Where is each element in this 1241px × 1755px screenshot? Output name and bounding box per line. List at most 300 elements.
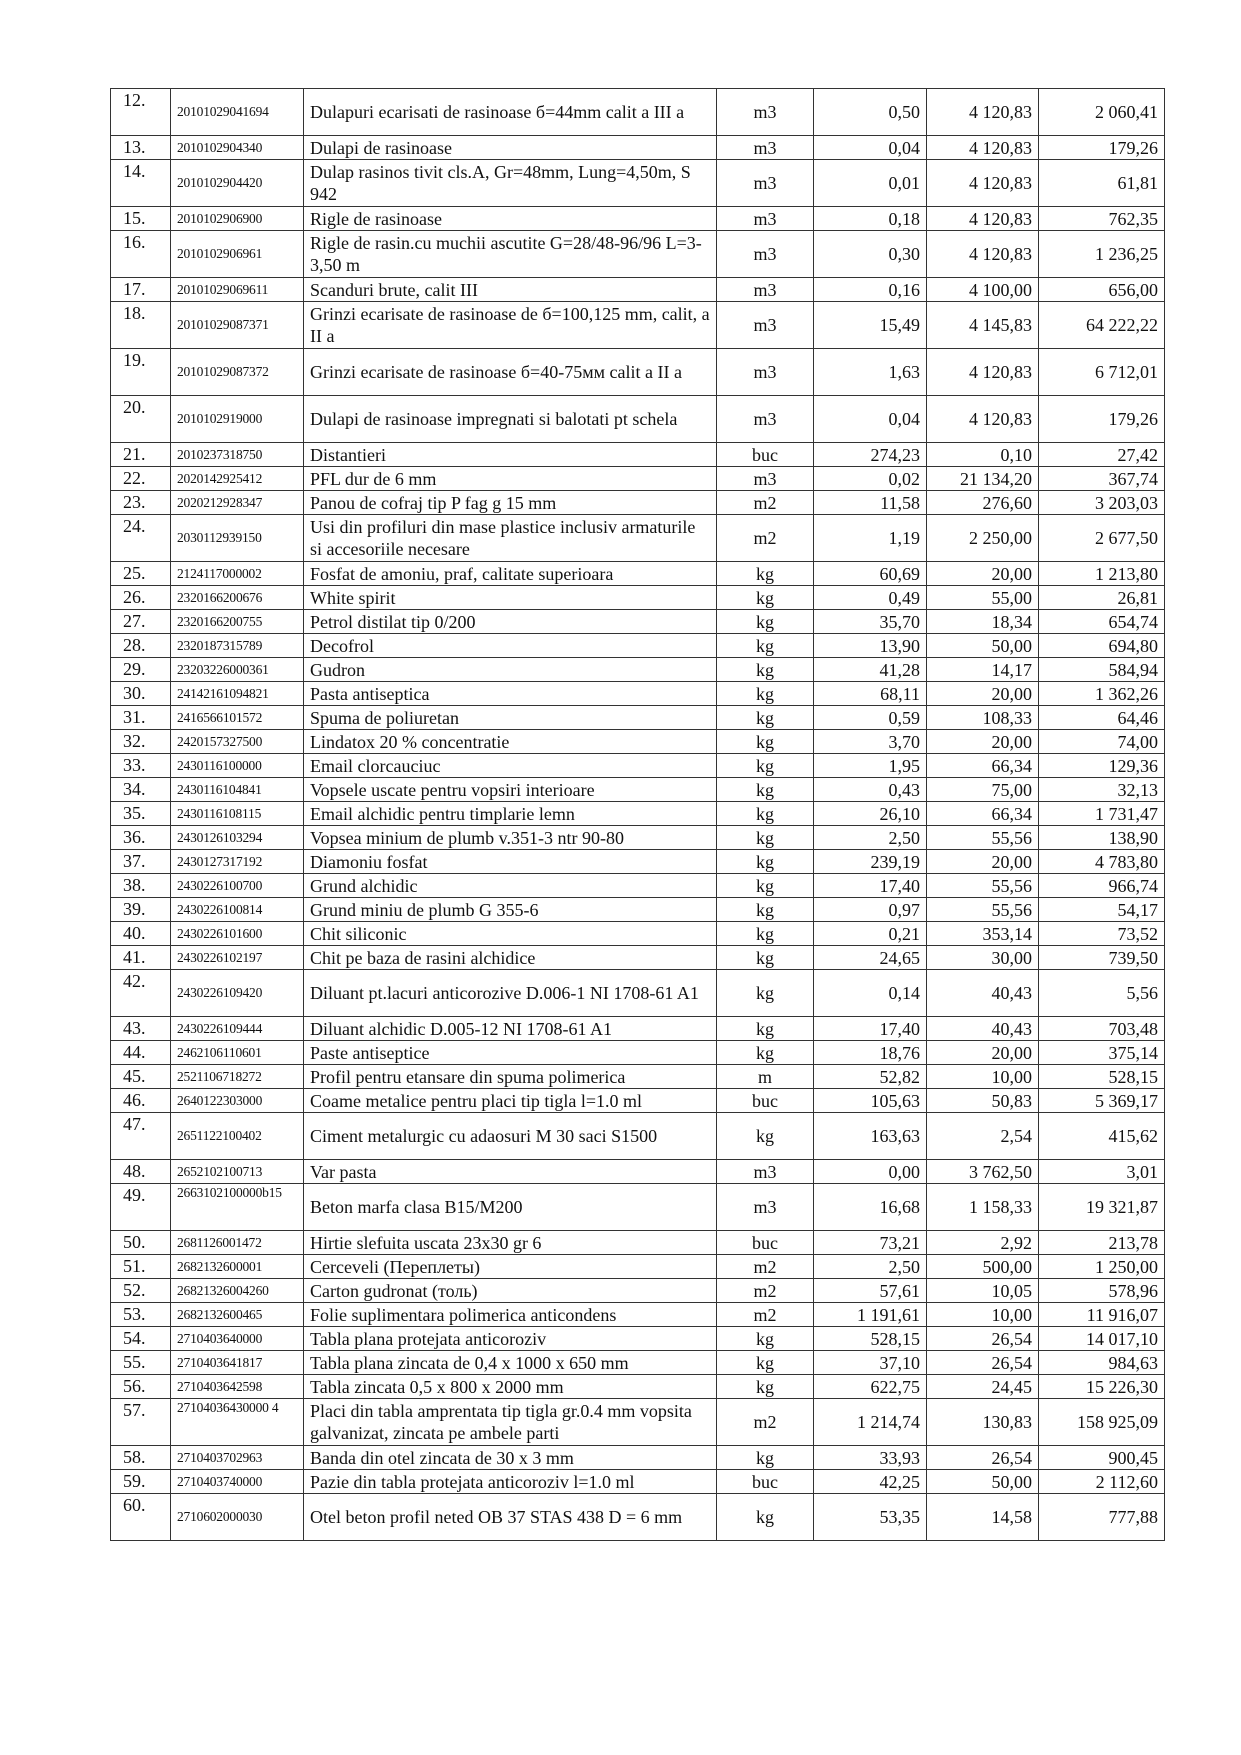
table-row (111, 443, 1165, 467)
unit-of-measure: kg (717, 634, 814, 658)
material-description: Email alchidic pentru timplarie lemn (304, 802, 717, 826)
unit-price: 24,45 (927, 1375, 1039, 1399)
table-row (111, 1160, 1165, 1184)
unit-price: 55,00 (927, 586, 1039, 610)
material-description: Dulap rasinos tivit cls.A, Gr=48mm, Lung=4,50m, S 942 (304, 160, 717, 207)
row-number: 30. (111, 682, 171, 706)
total-value: 26,81 (1039, 586, 1165, 610)
total-value: 739,50 (1039, 946, 1165, 970)
table-row (111, 730, 1165, 754)
row-number: 45. (111, 1065, 171, 1089)
total-value: 2 677,50 (1039, 515, 1165, 562)
unit-of-measure: m3 (717, 136, 814, 160)
material-code: 2020142925412 (171, 467, 304, 491)
material-code: 2320166200755 (171, 610, 304, 634)
table-row (111, 207, 1165, 231)
total-value: 3 203,03 (1039, 491, 1165, 515)
table-row (111, 136, 1165, 160)
material-description: Placi din tabla amprentata tip tigla gr.0.4 mm vopsita galvanizat, zincata pe ambele parti (304, 1399, 717, 1446)
row-number: 15. (111, 207, 171, 231)
row-number: 27. (111, 610, 171, 634)
row-number: 21. (111, 443, 171, 467)
table-row (111, 586, 1165, 610)
material-code: 2681126001472 (171, 1231, 304, 1255)
quantity: 35,70 (814, 610, 927, 634)
row-number: 23. (111, 491, 171, 515)
material-description: Dulapi de rasinoase (304, 136, 717, 160)
material-code: 2320166200676 (171, 586, 304, 610)
quantity: 274,23 (814, 443, 927, 467)
total-value: 762,35 (1039, 207, 1165, 231)
unit-of-measure: kg (717, 658, 814, 682)
unit-of-measure: kg (717, 1494, 814, 1541)
material-description: Coame metalice pentru placi tip tigla l=1.0 ml (304, 1089, 717, 1113)
total-value: 900,45 (1039, 1446, 1165, 1470)
unit-price: 10,00 (927, 1303, 1039, 1327)
unit-of-measure: kg (717, 682, 814, 706)
table-row (111, 349, 1165, 396)
material-code: 2010102906961 (171, 231, 304, 278)
total-value: 1 213,80 (1039, 562, 1165, 586)
table-row (111, 1351, 1165, 1375)
table-row (111, 898, 1165, 922)
total-value: 11 916,07 (1039, 1303, 1165, 1327)
unit-price: 276,60 (927, 491, 1039, 515)
unit-of-measure: m2 (717, 515, 814, 562)
quantity: 53,35 (814, 1494, 927, 1541)
material-code: 2030112939150 (171, 515, 304, 562)
unit-price: 2,54 (927, 1113, 1039, 1160)
quantity: 41,28 (814, 658, 927, 682)
row-number: 58. (111, 1446, 171, 1470)
material-code: 2430126103294 (171, 826, 304, 850)
quantity: 1,63 (814, 349, 927, 396)
row-number: 14. (111, 160, 171, 207)
table-row (111, 1017, 1165, 1041)
table-row (111, 1494, 1165, 1541)
row-number: 54. (111, 1327, 171, 1351)
unit-of-measure: kg (717, 562, 814, 586)
material-code: 2010237318750 (171, 443, 304, 467)
quantity: 0,00 (814, 1160, 927, 1184)
quantity: 3,70 (814, 730, 927, 754)
quantity: 0,50 (814, 89, 927, 136)
material-code: 2640122303000 (171, 1089, 304, 1113)
unit-of-measure: kg (717, 706, 814, 730)
unit-of-measure: m3 (717, 396, 814, 443)
material-description: Vopsele uscate pentru vopsiri interioare (304, 778, 717, 802)
material-description: Tabla plana zincata de 0,4 x 1000 x 650 mm (304, 1351, 717, 1375)
material-code: 2521106718272 (171, 1065, 304, 1089)
material-code: 2710403641817 (171, 1351, 304, 1375)
table-row (111, 970, 1165, 1017)
unit-price: 26,54 (927, 1327, 1039, 1351)
quantity: 24,65 (814, 946, 927, 970)
material-code: 2430226101600 (171, 922, 304, 946)
unit-of-measure: m2 (717, 1303, 814, 1327)
material-code: 2430226100700 (171, 874, 304, 898)
material-code: 20101029087371 (171, 302, 304, 349)
table-row (111, 1255, 1165, 1279)
unit-price: 4 120,83 (927, 396, 1039, 443)
quantity: 73,21 (814, 1231, 927, 1255)
material-code: 2010102904420 (171, 160, 304, 207)
row-number: 17. (111, 278, 171, 302)
unit-of-measure: m3 (717, 231, 814, 278)
table-row (111, 1089, 1165, 1113)
quantity: 2,50 (814, 1255, 927, 1279)
row-number: 57. (111, 1399, 171, 1446)
total-value: 584,94 (1039, 658, 1165, 682)
table-row (111, 922, 1165, 946)
total-value: 777,88 (1039, 1494, 1165, 1541)
quantity: 0,04 (814, 136, 927, 160)
total-value: 694,80 (1039, 634, 1165, 658)
material-code: 2663102100000b15 (171, 1184, 304, 1231)
total-value: 27,42 (1039, 443, 1165, 467)
quantity: 11,58 (814, 491, 927, 515)
total-value: 5 369,17 (1039, 1089, 1165, 1113)
row-number: 46. (111, 1089, 171, 1113)
quantity: 37,10 (814, 1351, 927, 1375)
table-row (111, 1041, 1165, 1065)
row-number: 55. (111, 1351, 171, 1375)
row-number: 33. (111, 754, 171, 778)
material-code: 2710403642598 (171, 1375, 304, 1399)
material-code: 2010102919000 (171, 396, 304, 443)
material-description: Distantieri (304, 443, 717, 467)
total-value: 984,63 (1039, 1351, 1165, 1375)
row-number: 47. (111, 1113, 171, 1160)
quantity: 15,49 (814, 302, 927, 349)
row-number: 22. (111, 467, 171, 491)
total-value: 64 222,22 (1039, 302, 1165, 349)
unit-price: 14,17 (927, 658, 1039, 682)
material-code: 2682132600465 (171, 1303, 304, 1327)
row-number: 40. (111, 922, 171, 946)
unit-of-measure: kg (717, 730, 814, 754)
table-row (111, 491, 1165, 515)
row-number: 51. (111, 1255, 171, 1279)
total-value: 54,17 (1039, 898, 1165, 922)
table-row (111, 1399, 1165, 1446)
row-number: 37. (111, 850, 171, 874)
unit-price: 30,00 (927, 946, 1039, 970)
quantity: 0,49 (814, 586, 927, 610)
table-row (111, 706, 1165, 730)
material-code: 23203226000361 (171, 658, 304, 682)
row-number: 18. (111, 302, 171, 349)
unit-price: 4 120,83 (927, 207, 1039, 231)
material-code: 2651122100402 (171, 1113, 304, 1160)
row-number: 24. (111, 515, 171, 562)
unit-price: 20,00 (927, 850, 1039, 874)
row-number: 32. (111, 730, 171, 754)
row-number: 50. (111, 1231, 171, 1255)
unit-price: 20,00 (927, 682, 1039, 706)
table-row (111, 658, 1165, 682)
table-row (111, 1327, 1165, 1351)
material-description: Pasta antiseptica (304, 682, 717, 706)
table-row (111, 1303, 1165, 1327)
total-value: 1 236,25 (1039, 231, 1165, 278)
total-value: 213,78 (1039, 1231, 1165, 1255)
unit-price: 55,56 (927, 874, 1039, 898)
materials-table-body (111, 89, 1165, 1541)
quantity: 528,15 (814, 1327, 927, 1351)
unit-of-measure: kg (717, 1351, 814, 1375)
total-value: 2 060,41 (1039, 89, 1165, 136)
material-description: Grund alchidic (304, 874, 717, 898)
unit-of-measure: buc (717, 1470, 814, 1494)
material-code: 2430116100000 (171, 754, 304, 778)
quantity: 0,21 (814, 922, 927, 946)
quantity: 17,40 (814, 1017, 927, 1041)
material-code: 20101029087372 (171, 349, 304, 396)
row-number: 16. (111, 231, 171, 278)
table-row (111, 1065, 1165, 1089)
table-row (111, 1446, 1165, 1470)
material-description: Hirtie slefuita uscata 23x30 gr 6 (304, 1231, 717, 1255)
table-row (111, 1279, 1165, 1303)
material-code: 2416566101572 (171, 706, 304, 730)
material-description: Chit siliconic (304, 922, 717, 946)
table-row (111, 302, 1165, 349)
table-row (111, 396, 1165, 443)
total-value: 6 712,01 (1039, 349, 1165, 396)
unit-price: 40,43 (927, 970, 1039, 1017)
table-row (111, 515, 1165, 562)
material-description: Folie suplimentara polimerica anticondens (304, 1303, 717, 1327)
unit-price: 26,54 (927, 1351, 1039, 1375)
total-value: 703,48 (1039, 1017, 1165, 1041)
table-row (111, 231, 1165, 278)
material-code: 24142161094821 (171, 682, 304, 706)
unit-of-measure: m3 (717, 89, 814, 136)
unit-price: 50,83 (927, 1089, 1039, 1113)
total-value: 528,15 (1039, 1065, 1165, 1089)
material-description: Diluant alchidic D.005-12 NI 1708-61 A1 (304, 1017, 717, 1041)
material-description: Gudron (304, 658, 717, 682)
unit-price: 353,14 (927, 922, 1039, 946)
table-row (111, 1375, 1165, 1399)
table-row (111, 160, 1165, 207)
material-description: Pazie din tabla protejata anticoroziv l=1.0 ml (304, 1470, 717, 1494)
row-number: 29. (111, 658, 171, 682)
row-number: 56. (111, 1375, 171, 1399)
row-number: 28. (111, 634, 171, 658)
unit-of-measure: kg (717, 1041, 814, 1065)
material-description: Usi din profiluri din mase plastice inclusiv armaturile si accesoriile necesare (304, 515, 717, 562)
quantity: 0,01 (814, 160, 927, 207)
quantity: 163,63 (814, 1113, 927, 1160)
material-description: Lindatox 20 % concentratie (304, 730, 717, 754)
row-number: 42. (111, 970, 171, 1017)
material-description: Rigle de rasinoase (304, 207, 717, 231)
unit-of-measure: m3 (717, 349, 814, 396)
row-number: 25. (111, 562, 171, 586)
material-description: Tabla zincata 0,5 x 800 x 2000 mm (304, 1375, 717, 1399)
table-row (111, 826, 1165, 850)
material-description: Grinzi ecarisate de rasinoase de б=100,125 mm, calit, a II a (304, 302, 717, 349)
material-description: Rigle de rasin.cu muchii ascutite G=28/48-96/96 L=3-3,50 m (304, 231, 717, 278)
table-row (111, 1184, 1165, 1231)
unit-price: 0,10 (927, 443, 1039, 467)
row-number: 49. (111, 1184, 171, 1231)
row-number: 52. (111, 1279, 171, 1303)
row-number: 41. (111, 946, 171, 970)
material-code: 2462106110601 (171, 1041, 304, 1065)
unit-price: 2,92 (927, 1231, 1039, 1255)
total-value: 4 783,80 (1039, 850, 1165, 874)
unit-of-measure: m (717, 1065, 814, 1089)
material-description: Otel beton profil neted OB 37 STAS 438 D = 6 mm (304, 1494, 717, 1541)
material-description: Scanduri brute, calit III (304, 278, 717, 302)
total-value: 1 362,26 (1039, 682, 1165, 706)
total-value: 578,96 (1039, 1279, 1165, 1303)
material-description: White spirit (304, 586, 717, 610)
unit-of-measure: m3 (717, 1160, 814, 1184)
unit-price: 3 762,50 (927, 1160, 1039, 1184)
material-description: PFL dur de 6 mm (304, 467, 717, 491)
unit-price: 1 158,33 (927, 1184, 1039, 1231)
unit-of-measure: m3 (717, 160, 814, 207)
unit-of-measure: m3 (717, 1184, 814, 1231)
total-value: 1 731,47 (1039, 802, 1165, 826)
quantity: 239,19 (814, 850, 927, 874)
quantity: 0,14 (814, 970, 927, 1017)
unit-of-measure: buc (717, 1089, 814, 1113)
unit-price: 4 120,83 (927, 231, 1039, 278)
total-value: 64,46 (1039, 706, 1165, 730)
quantity: 1,95 (814, 754, 927, 778)
material-description: Diluant pt.lacuri anticorozive D.006-1 NI 1708-61 A1 (304, 970, 717, 1017)
unit-of-measure: kg (717, 1446, 814, 1470)
unit-of-measure: buc (717, 443, 814, 467)
total-value: 2 112,60 (1039, 1470, 1165, 1494)
unit-of-measure: kg (717, 898, 814, 922)
table-row (111, 874, 1165, 898)
unit-of-measure: buc (717, 1231, 814, 1255)
table-row (111, 634, 1165, 658)
quantity: 0,43 (814, 778, 927, 802)
unit-of-measure: kg (717, 850, 814, 874)
row-number: 26. (111, 586, 171, 610)
unit-price: 40,43 (927, 1017, 1039, 1041)
material-description: Chit pe baza de rasini alchidice (304, 946, 717, 970)
unit-of-measure: kg (717, 1113, 814, 1160)
material-code: 2430127317192 (171, 850, 304, 874)
material-code: 2430116104841 (171, 778, 304, 802)
material-code: 20101029041694 (171, 89, 304, 136)
total-value: 3,01 (1039, 1160, 1165, 1184)
row-number: 59. (111, 1470, 171, 1494)
unit-price: 20,00 (927, 562, 1039, 586)
total-value: 367,74 (1039, 467, 1165, 491)
row-number: 34. (111, 778, 171, 802)
quantity: 105,63 (814, 1089, 927, 1113)
unit-of-measure: kg (717, 610, 814, 634)
material-code: 2010102906900 (171, 207, 304, 231)
quantity: 1,19 (814, 515, 927, 562)
row-number: 20. (111, 396, 171, 443)
quantity: 68,11 (814, 682, 927, 706)
table-row (111, 754, 1165, 778)
row-number: 43. (111, 1017, 171, 1041)
unit-of-measure: m3 (717, 207, 814, 231)
quantity: 0,30 (814, 231, 927, 278)
unit-price: 4 100,00 (927, 278, 1039, 302)
quantity: 60,69 (814, 562, 927, 586)
material-code: 2124117000002 (171, 562, 304, 586)
quantity: 0,59 (814, 706, 927, 730)
table-row (111, 850, 1165, 874)
material-description: Tabla plana protejata anticoroziv (304, 1327, 717, 1351)
row-number: 44. (111, 1041, 171, 1065)
unit-of-measure: m3 (717, 278, 814, 302)
total-value: 61,81 (1039, 160, 1165, 207)
unit-of-measure: kg (717, 922, 814, 946)
unit-price: 18,34 (927, 610, 1039, 634)
total-value: 654,74 (1039, 610, 1165, 634)
material-description: Var pasta (304, 1160, 717, 1184)
material-description: Banda din otel zincata de 30 x 3 mm (304, 1446, 717, 1470)
unit-price: 50,00 (927, 634, 1039, 658)
total-value: 15 226,30 (1039, 1375, 1165, 1399)
quantity: 622,75 (814, 1375, 927, 1399)
unit-price: 4 145,83 (927, 302, 1039, 349)
total-value: 73,52 (1039, 922, 1165, 946)
total-value: 179,26 (1039, 396, 1165, 443)
unit-of-measure: m2 (717, 1255, 814, 1279)
quantity: 13,90 (814, 634, 927, 658)
material-code: 2320187315789 (171, 634, 304, 658)
material-code: 2420157327500 (171, 730, 304, 754)
total-value: 656,00 (1039, 278, 1165, 302)
unit-price: 66,34 (927, 802, 1039, 826)
material-description: Grinzi ecarisate de rasinoase б=40-75мм calit a II a (304, 349, 717, 396)
material-description: Paste antiseptice (304, 1041, 717, 1065)
material-description: Vopsea minium de plumb v.351-3 ntr 90-80 (304, 826, 717, 850)
unit-price: 4 120,83 (927, 89, 1039, 136)
material-description: Dulapuri ecarisati de rasinoase б=44mm calit a III a (304, 89, 717, 136)
table-row (111, 89, 1165, 136)
unit-of-measure: kg (717, 1017, 814, 1041)
unit-price: 55,56 (927, 826, 1039, 850)
unit-price: 75,00 (927, 778, 1039, 802)
material-code: 2682132600001 (171, 1255, 304, 1279)
quantity: 26,10 (814, 802, 927, 826)
unit-price: 55,56 (927, 898, 1039, 922)
unit-price: 20,00 (927, 1041, 1039, 1065)
material-description: Fosfat de amoniu, praf, calitate superioara (304, 562, 717, 586)
table-row (111, 1231, 1165, 1255)
unit-price: 50,00 (927, 1470, 1039, 1494)
unit-of-measure: kg (717, 874, 814, 898)
material-description: Profil pentru etansare din spuma polimerica (304, 1065, 717, 1089)
unit-price: 4 120,83 (927, 136, 1039, 160)
unit-price: 4 120,83 (927, 349, 1039, 396)
unit-price: 130,83 (927, 1399, 1039, 1446)
row-number: 12. (111, 89, 171, 136)
quantity: 0,04 (814, 396, 927, 443)
material-code: 2020212928347 (171, 491, 304, 515)
quantity: 1 214,74 (814, 1399, 927, 1446)
total-value: 32,13 (1039, 778, 1165, 802)
material-code: 2710403702963 (171, 1446, 304, 1470)
unit-of-measure: kg (717, 946, 814, 970)
material-code: 2010102904340 (171, 136, 304, 160)
